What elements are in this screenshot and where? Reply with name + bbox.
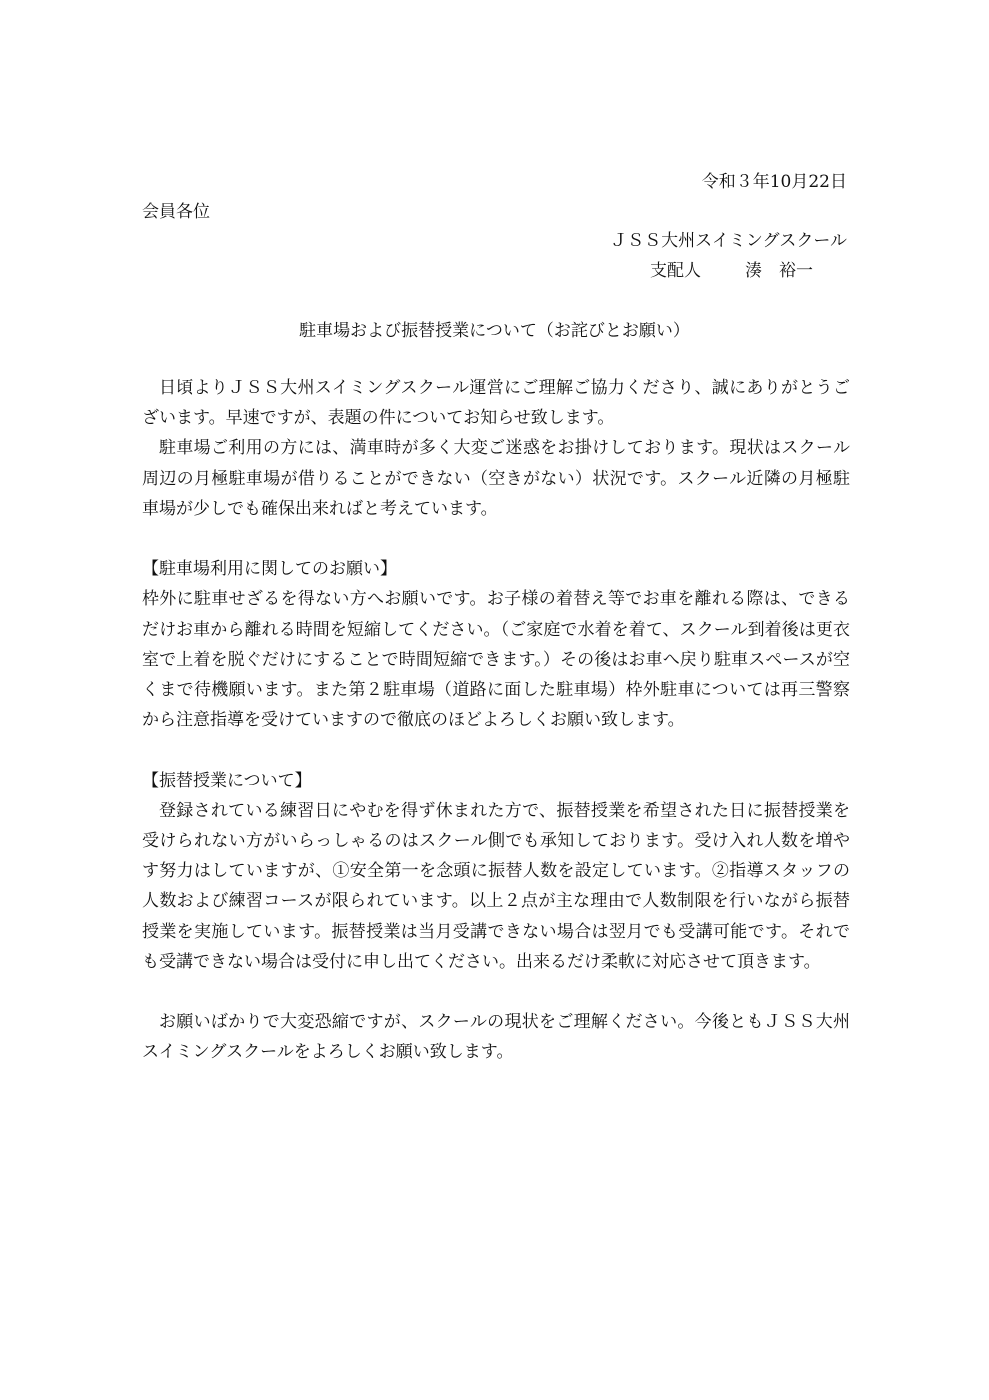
parking-section-text: 枠外に駐車せざるを得ない方へお願いです。お子様の着替え等でお車を離れる際は、できるだけお車から離れる時間を短縮してください。（ご家庭で水着を着て、スクール到着後は更衣室で上着を脱ぐだけにすることで時間短縮できます。）その後はお車へ戻り駐車スペースが空くまで待機願います。また第２駐車場（道路に面した駐車場）枠外駐車については再三警察から注意指導を受けていますので徹底のほどよろしくお願い致します。 — [142, 589, 850, 731]
sender-signature — [650, 259, 813, 283]
makeup-section-text: 登録されている練習日にやむを得ず休まれた方で、振替授業を希望された日に振替授業を受けられない方がいらっしゃるのはスクール側でも承知しております。受け入れ人数を増やす努力はしていますが、①安全第一を念頭に振替人数を設定しています。②指導スタッフの人数および練習コースが限られています。以上２点が主な理由で人数制限を行いながら振替授業を実施しています。振替授業は当月受講できない場合は翌月でも受講可能です。それでも受講できない場合は受付に申し出てください。出来るだけ柔軟に対応させて頂きます。 — [142, 800, 850, 972]
parking-section-heading: 【駐車場利用に関してのお願い】 — [142, 559, 397, 580]
intro-paragraph-2: 駐車場ご利用の方には、満車時が多く大変ご迷惑をお掛けしております。現状はスクール周辺の月極駐車場が借りることができない（空きがない）状況です。スクール近隣の月極駐車場が少しでも確保出来ればと考えています。 — [142, 438, 850, 519]
closing-paragraph: お願いばかりで大変恐縮ですが、スクールの現状をご理解ください。今後ともＪＳＳ大州スイミングスクールをよろしくお願い致します。 — [142, 1012, 850, 1063]
paragraph-gap — [142, 735, 850, 765]
document-date: 令和３年10月22日 — [701, 172, 847, 192]
document-title: 駐車場および振替授業について（お詫びとお願い） — [299, 321, 690, 341]
sender-role: 支配人 — [650, 261, 701, 281]
recipient-line: 会員各位 — [142, 202, 210, 222]
makeup-section-heading: 【振替授業について】 — [142, 770, 312, 791]
paragraph-gap — [142, 524, 850, 554]
intro-paragraph-1: 日頃よりＪＳＳ大州スイミングスクール運営にご理解ご協力くださり、誠にありがとうございます。早速ですが、表題の件についてお知らせ致します。 — [142, 378, 850, 429]
paragraph-gap — [142, 977, 850, 1007]
sender-organization: ＪＳＳ大州スイミングスクール — [610, 231, 847, 251]
sender-name: 湊 裕一 — [745, 261, 813, 281]
document-body — [142, 373, 850, 1068]
